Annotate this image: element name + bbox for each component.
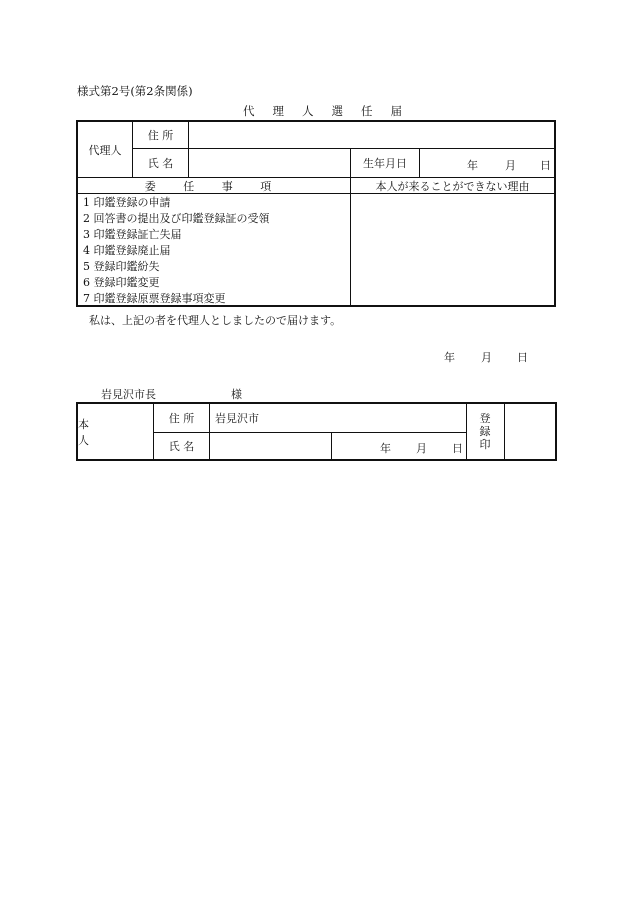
reason-header: 本人が来ることができない理由 xyxy=(375,179,530,193)
list-item: 1 印鑑登録の申請 xyxy=(83,196,171,209)
page-title: 代理人選任届 xyxy=(243,104,420,118)
seal-box[interactable] xyxy=(508,406,552,456)
reason-field[interactable] xyxy=(356,198,548,300)
list-item: 4 印鑑登録廃止届 xyxy=(83,244,171,257)
principal-birth-day: 日 xyxy=(452,442,463,455)
principal-birth-month: 月 xyxy=(416,442,427,455)
form-number: 様式第2号(第2条関係) xyxy=(77,84,193,98)
birthdate-day: 日 xyxy=(540,159,551,172)
list-item: 5 登録印鑑紛失 xyxy=(83,260,160,273)
principal-label: 本 人 xyxy=(78,417,109,447)
seal-label-char: 印 xyxy=(479,438,491,451)
declaration-text: 私は、上記の者を代理人としましたので届けます。 xyxy=(89,314,342,327)
list-item: 6 登録印鑑変更 xyxy=(83,276,160,289)
date-month: 月 xyxy=(481,351,492,364)
delegated-items-list xyxy=(83,195,270,307)
principal-birth-year: 年 xyxy=(380,442,391,455)
date-day: 日 xyxy=(517,351,528,364)
agent-address-label: 住 所 xyxy=(147,129,174,142)
list-item: 3 印鑑登録証亡失届 xyxy=(83,228,182,241)
seal-label-char: 登 xyxy=(479,412,491,425)
birthdate-year: 年 xyxy=(467,159,478,172)
agent-address-field[interactable] xyxy=(196,128,546,144)
addressee-honorific: 様 xyxy=(231,388,242,401)
delegated-matters-header: 委 任 事 項 xyxy=(144,179,284,193)
principal-name-label: 氏 名 xyxy=(168,440,195,453)
birthdate-label: 生年月日 xyxy=(363,157,407,170)
date-year: 年 xyxy=(444,351,455,364)
seal-label-char: 録 xyxy=(479,425,491,438)
agent-label: 代理人 xyxy=(88,143,122,157)
agent-name-field[interactable] xyxy=(196,155,344,171)
registered-seal-label xyxy=(479,413,491,453)
agent-name-label: 氏 名 xyxy=(147,157,174,170)
principal-address-field[interactable]: 岩見沢市 xyxy=(215,412,259,425)
principal-name-field[interactable] xyxy=(215,439,325,455)
birthdate-month: 月 xyxy=(505,159,516,172)
principal-address-label: 住 所 xyxy=(168,412,195,425)
addressee-name: 岩見沢市長 xyxy=(101,388,156,401)
list-item: 2 回答書の提出及び印鑑登録証の受領 xyxy=(83,212,270,225)
list-item: 7 印鑑登録原票登録事項変更 xyxy=(83,292,226,305)
